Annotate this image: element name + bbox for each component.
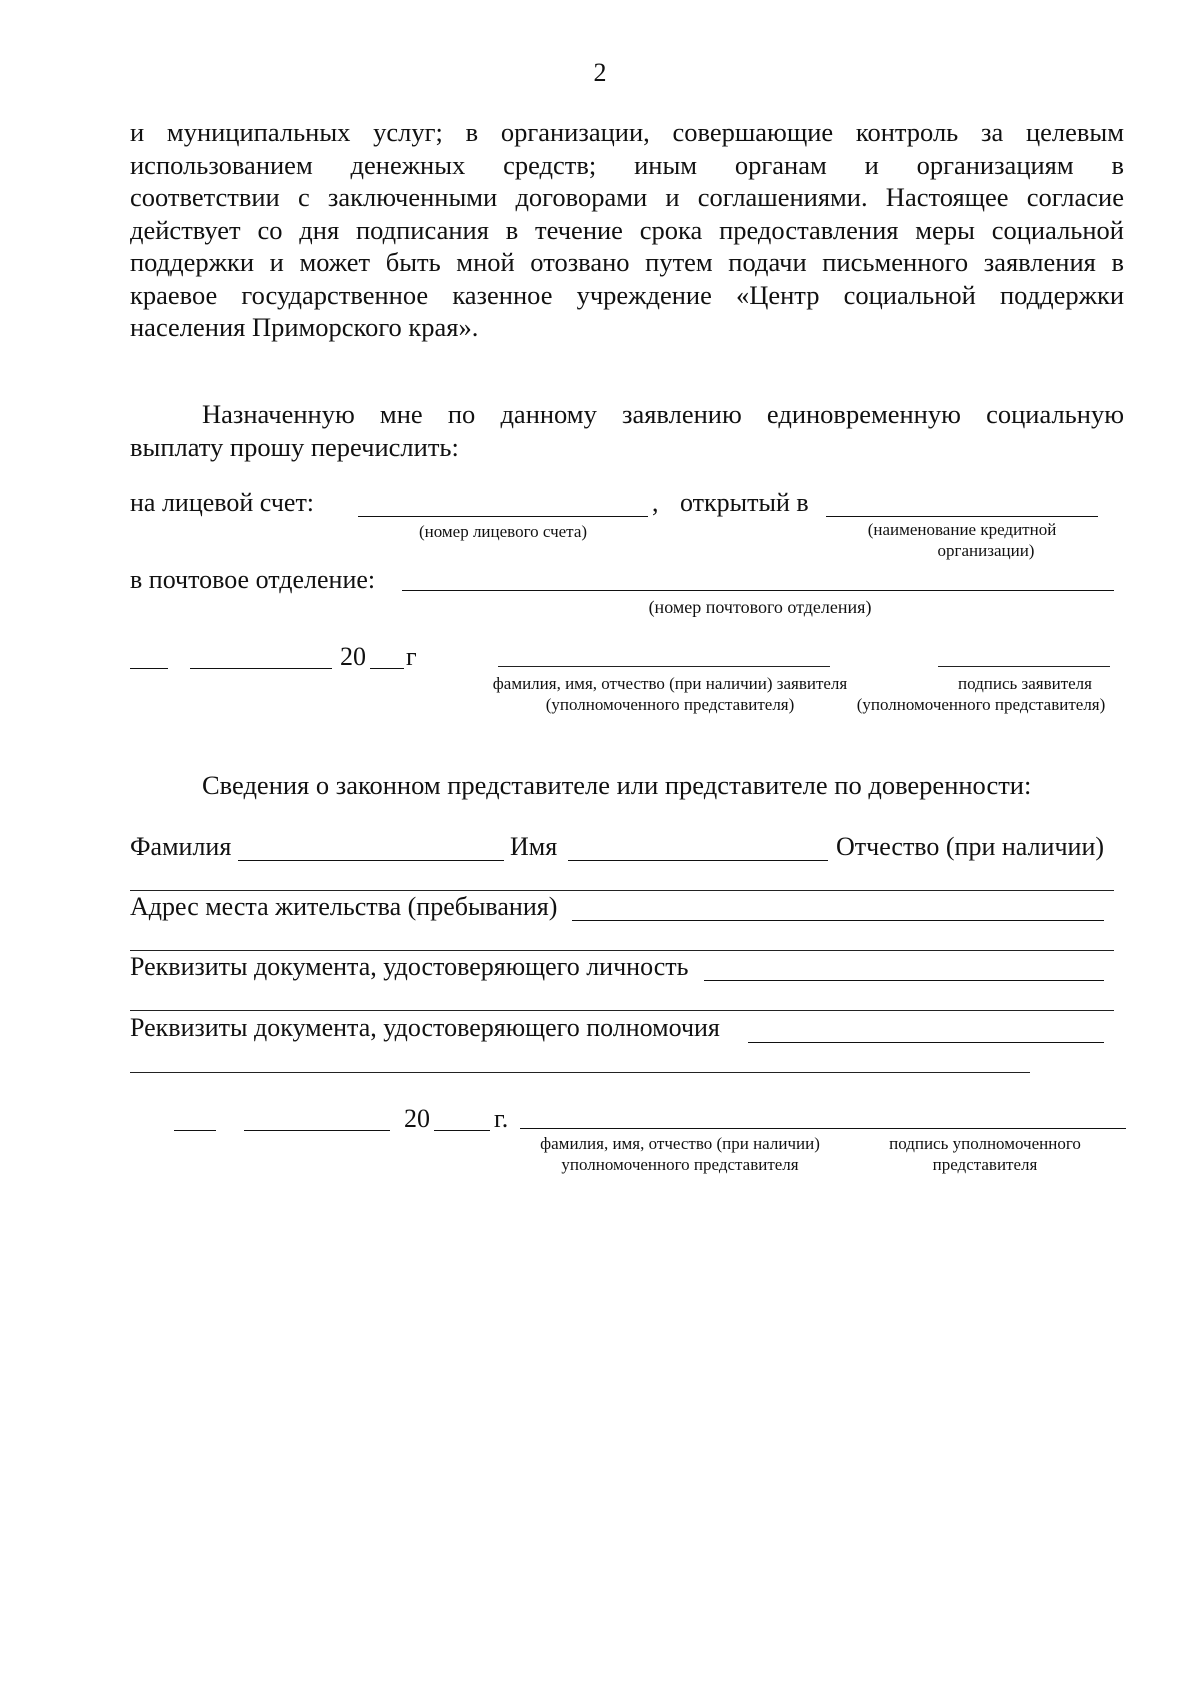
- account-label: на лицевой счет:: [130, 488, 315, 517]
- paragraph-line: населения Приморского края».: [130, 312, 479, 342]
- post-office-label: в почтовое отделение:: [130, 565, 376, 594]
- rep-name-caption-2: уполномоченного представителя: [561, 1155, 799, 1174]
- paragraph-line: использованием денежных средств; иным органам и организациям в: [130, 149, 1124, 180]
- address-continuation-line[interactable]: [130, 950, 1114, 951]
- rep-month-line[interactable]: [244, 1130, 390, 1131]
- applicant-sign-line[interactable]: [938, 666, 1110, 667]
- identity-document-line[interactable]: [704, 980, 1104, 981]
- rep-name-caption-1: фамилия, имя, отчество (при наличии): [540, 1134, 820, 1153]
- authority-document-line[interactable]: [748, 1042, 1104, 1043]
- post-office-line[interactable]: [402, 590, 1114, 591]
- applicant-sign-caption-1: подпись заявителя: [958, 674, 1092, 693]
- account-number-caption: (номер лицевого счета): [418, 522, 588, 541]
- representative-heading: Сведения о законном представителе или представителе по доверенности:: [202, 770, 1032, 800]
- applicant-sign-caption-2: (уполномоченного представителя): [856, 695, 1106, 714]
- consent-paragraph: [130, 116, 1124, 344]
- day-line[interactable]: [130, 668, 168, 669]
- authority-document-label: Реквизиты документа, удостоверяющего полномочия: [130, 1013, 720, 1042]
- surname-line[interactable]: [238, 860, 504, 861]
- authority-document-continuation-line[interactable]: [130, 1072, 1030, 1073]
- paragraph-line: выплату прошу перечислить:: [130, 431, 459, 462]
- payment-paragraph: [130, 398, 1124, 463]
- applicant-name-caption-1: фамилия, имя, отчество (при наличии) заявителя: [492, 674, 848, 693]
- month-line[interactable]: [190, 668, 332, 669]
- paragraph-line: действует со дня подписания в течение срока предоставления меры социальной: [130, 214, 1124, 245]
- opened-in-label: открытый в: [680, 488, 809, 517]
- account-number-line[interactable]: [358, 516, 648, 517]
- applicant-name-line[interactable]: [498, 666, 830, 667]
- page-number: 2: [593, 58, 607, 87]
- account-comma: ,: [652, 488, 659, 517]
- rep-year-prefix: 20: [404, 1104, 430, 1133]
- rep-day-line[interactable]: [174, 1130, 216, 1131]
- applicant-name-caption-2: (уполномоченного представителя): [545, 695, 795, 714]
- year-prefix: 20: [340, 642, 366, 671]
- address-label: Адрес места жительства (пребывания): [130, 892, 558, 921]
- surname-label: Фамилия: [130, 832, 232, 861]
- address-line[interactable]: [572, 920, 1104, 921]
- paragraph-line: краевое государственное казенное учреждение «Центр социальной поддержки: [130, 279, 1124, 310]
- bank-name-line[interactable]: [826, 516, 1098, 517]
- paragraph-line: поддержки и может быть мной отозвано путем подачи письменного заявления в: [130, 247, 1124, 277]
- rep-sign-caption-2: представителя: [932, 1155, 1038, 1174]
- paragraph-line: и муниципальных услуг; в организации, совершающие контроль за целевым: [130, 117, 1124, 147]
- identity-document-label: Реквизиты документа, удостоверяющего личность: [130, 952, 689, 981]
- rep-year-line[interactable]: [434, 1130, 490, 1131]
- patronymic-label: Отчество (при наличии): [836, 832, 1105, 861]
- post-office-caption: (номер почтового отделения): [648, 597, 872, 617]
- name-line[interactable]: [568, 860, 828, 861]
- patronymic-line[interactable]: [130, 890, 1114, 891]
- identity-document-continuation-line[interactable]: [130, 1010, 1114, 1011]
- rep-signature-line[interactable]: [520, 1128, 1126, 1129]
- bank-name-caption-2: организации): [937, 541, 1035, 560]
- year-suffix: г: [406, 642, 417, 671]
- bank-name-caption-1: (наименование кредитной: [867, 520, 1057, 539]
- rep-year-suffix: г.: [494, 1104, 509, 1133]
- rep-sign-caption-1: подпись уполномоченного: [889, 1134, 1081, 1153]
- paragraph-line: соответствии с заключенными договорами и соглашениями. Настоящее согласие: [130, 182, 1124, 212]
- paragraph-line: Назначенную мне по данному заявлению единовременную социальную: [202, 399, 1124, 429]
- name-label: Имя: [510, 832, 558, 861]
- year-line[interactable]: [370, 668, 404, 669]
